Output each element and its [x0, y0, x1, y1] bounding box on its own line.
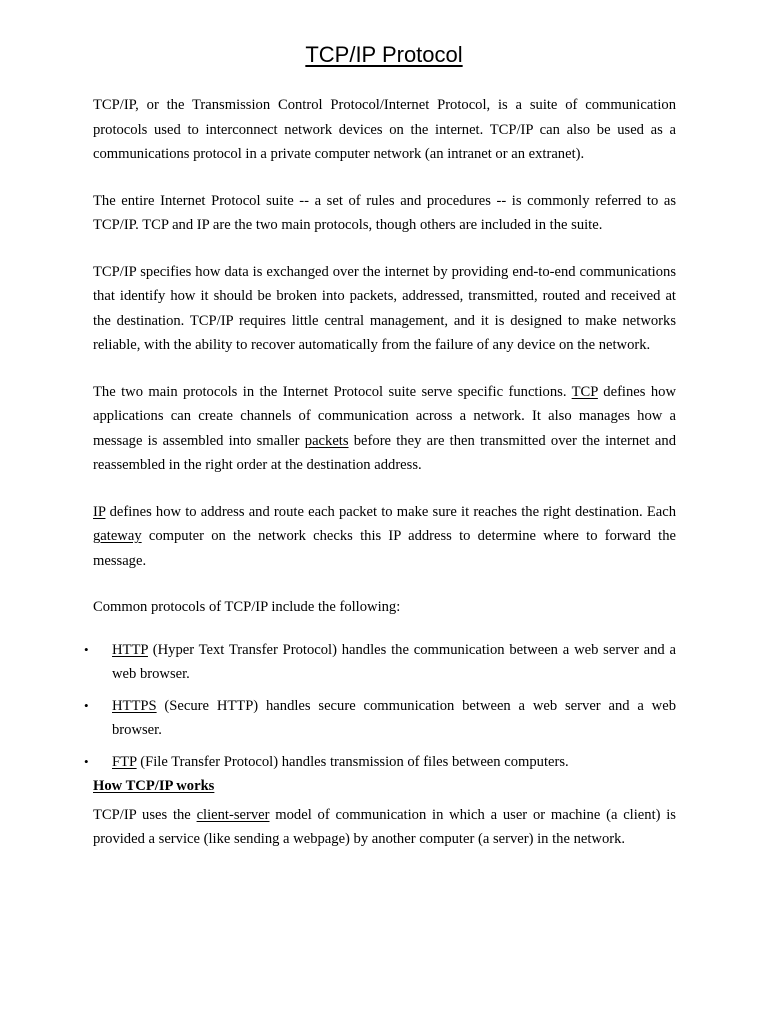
paragraph-intro: TCP/IP, or the Transmission Control Protocol/Internet Protocol, is a suite of communication protocols used to interconnect network devices on the internet. TCP/IP can also be used as a communications protocol in a private computer network (an intranet or an extranet). [93, 97, 676, 162]
bullet-icon: • [84, 697, 89, 713]
document-body [84, 93, 677, 852]
list-item [84, 750, 676, 775]
bullet-icon: • [84, 753, 89, 769]
paragraph-data-exchange: TCP/IP specifies how data is exchanged over the internet by providing end-to-end communications that identify how it should be broken into packets, addressed, transmitted, routed and received at the destination. TCP/IP requires little central management, and it is designed to make networks reliable, with the ability to recover automatically from the failure of any device on the network. [93, 263, 676, 353]
page-title: TCP/IP Protocol [305, 42, 463, 67]
link-client-server[interactable]: client-server [196, 806, 270, 823]
text-segment: computer on the network checks this IP address to determine where to forward the message. [93, 528, 676, 569]
paragraph-how-it-works [93, 803, 676, 852]
list-item [84, 638, 676, 687]
text-segment: defines how applications can create channels of communication across a network. It also manages how a message is assembled into smaller [93, 383, 677, 449]
link-packets[interactable]: packets [304, 432, 349, 449]
text-segment: The two main protocols in the Internet Protocol suite serve specific functions. [93, 383, 572, 400]
list-item-text: (Hyper Text Transfer Protocol) handles the communication between a web server and a web browser. [112, 641, 676, 682]
link-gateway[interactable]: gateway [93, 528, 142, 544]
paragraph-suite: The entire Internet Protocol suite -- a set of rules and procedures -- is commonly referred to as TCP/IP. TCP and IP are the two main protocols, though others are included in the suite. [93, 192, 676, 233]
list-item-text: (Secure HTTP) handles secure communication between a web server and a web browser. [112, 697, 676, 738]
text-segment: model of communication in which a user or machine (a client) is provided a service (like sending a webpage) by another computer (a server) in the network. [93, 806, 676, 847]
link-tcp[interactable]: TCP [571, 383, 598, 400]
text-segment: before they are then transmitted over the internet and reassembled in the right order at the destination address. [93, 432, 676, 473]
link-ftp[interactable]: FTP [112, 753, 137, 770]
bullet-icon: • [84, 641, 89, 657]
list-item [84, 694, 676, 743]
paragraph-main-protocols [93, 380, 676, 478]
link-ip[interactable]: IP [93, 503, 106, 520]
section-heading: How TCP/IP works [93, 778, 215, 794]
protocol-list [84, 638, 676, 775]
paragraph-ip [93, 500, 676, 574]
paragraph-common-protocols: Common protocols of TCP/IP include the following: [93, 599, 401, 615]
link-http[interactable]: HTTP [112, 641, 148, 658]
text-segment: TCP/IP uses the [93, 806, 197, 823]
link-https[interactable]: HTTPS [112, 697, 157, 714]
text-segment: defines how to address and route each packet to make sure it reaches the right destination. Each [105, 503, 676, 520]
list-item-text: (File Transfer Protocol) handles transmission of files between computers. [136, 753, 569, 770]
